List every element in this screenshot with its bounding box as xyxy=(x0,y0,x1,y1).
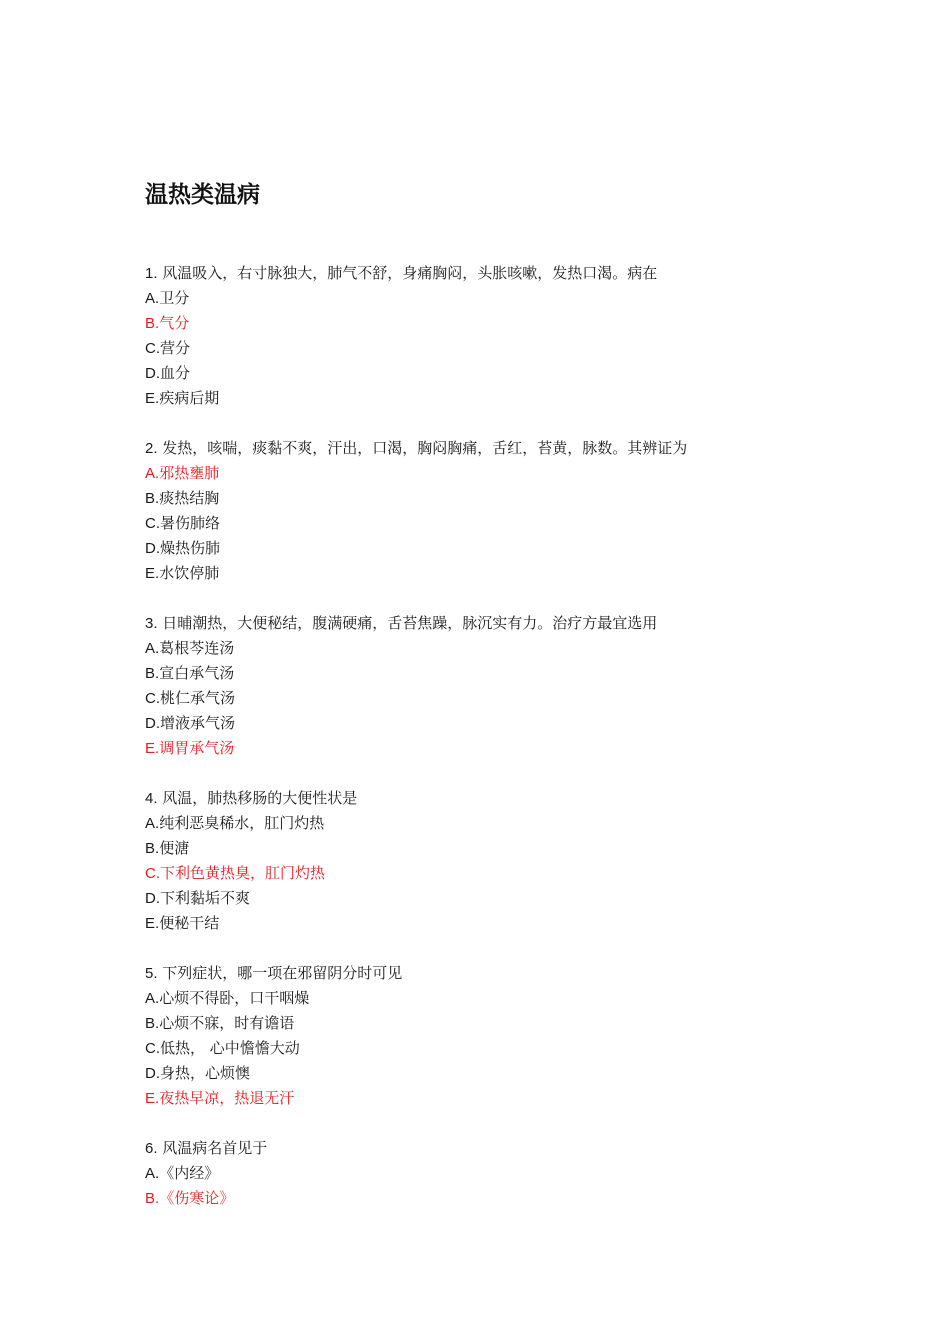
option-correct xyxy=(145,461,845,486)
question-stem xyxy=(145,786,845,811)
option-text: 《伤寒论》 xyxy=(159,1189,235,1207)
option-text: 调胃承气汤 xyxy=(159,739,235,757)
option xyxy=(145,711,845,736)
option-letter: D. xyxy=(145,715,160,732)
option-text: 便秘干结 xyxy=(159,914,220,932)
option-correct xyxy=(145,1186,845,1211)
option xyxy=(145,636,845,661)
question-number: 3. xyxy=(145,615,158,632)
question-text: 下列症状，哪一项在邪留阴分时可见 xyxy=(157,964,403,982)
option-letter: C. xyxy=(145,865,160,882)
option xyxy=(145,911,845,936)
option xyxy=(145,561,845,586)
option-correct xyxy=(145,311,845,336)
option-letter: E. xyxy=(145,1090,160,1107)
option-text: 便溏 xyxy=(159,839,190,857)
question-stem xyxy=(145,261,845,286)
page-title: 温热类温病 xyxy=(145,182,260,208)
option-letter: A. xyxy=(145,290,160,307)
option-letter: A. xyxy=(145,815,160,832)
option-text: 增液承气汤 xyxy=(160,714,236,732)
option-text: 葛根芩连汤 xyxy=(159,639,235,657)
question-stem xyxy=(145,1136,845,1161)
option-letter: A. xyxy=(145,1165,160,1182)
option-correct xyxy=(145,861,845,886)
option-letter: E. xyxy=(145,390,160,407)
option-text: 血分 xyxy=(160,364,191,382)
option xyxy=(145,1011,845,1036)
option-letter: A. xyxy=(145,640,160,657)
option xyxy=(145,511,845,536)
option-letter: C. xyxy=(145,340,160,357)
option-text: 低热， 心中憺憺大动 xyxy=(160,1039,300,1057)
option xyxy=(145,1036,845,1061)
option-text: 心烦不得卧，口干咽燥 xyxy=(159,989,310,1007)
question-stem xyxy=(145,436,845,461)
option-text: 心烦不寐，时有谵语 xyxy=(159,1014,295,1032)
option-letter: B. xyxy=(145,1015,160,1032)
option-letter: B. xyxy=(145,315,160,332)
question-item xyxy=(145,786,845,936)
option-text: 宣白承气汤 xyxy=(159,664,235,682)
option xyxy=(145,811,845,836)
question-text: 风温吸入，右寸脉独大，肺气不舒，身痛胸闷，头胀咳嗽，发热口渴。病在 xyxy=(157,264,658,282)
option xyxy=(145,386,845,411)
question-text: 日晡潮热，大便秘结，腹满硬痛，舌苔焦躁，脉沉实有力。治疗方最宜选用 xyxy=(157,614,658,632)
option-letter: B. xyxy=(145,1190,160,1207)
option-text: 营分 xyxy=(160,339,191,357)
option-text: 邪热壅肺 xyxy=(159,464,220,482)
option xyxy=(145,1161,845,1186)
option-text: 水饮停肺 xyxy=(159,564,220,582)
option-letter: E. xyxy=(145,565,160,582)
option-text: 燥热伤肺 xyxy=(160,539,221,557)
question-stem xyxy=(145,961,845,986)
option-letter: D. xyxy=(145,890,160,907)
option xyxy=(145,886,845,911)
question-item xyxy=(145,1136,845,1211)
question-stem xyxy=(145,611,845,636)
option-text: 气分 xyxy=(159,314,190,332)
option-letter: B. xyxy=(145,840,160,857)
option xyxy=(145,686,845,711)
option-text: 卫分 xyxy=(159,289,190,307)
question-number: 6. xyxy=(145,1140,158,1157)
option-letter: C. xyxy=(145,690,160,707)
option xyxy=(145,486,845,511)
question-text: 风温病名首见于 xyxy=(157,1139,268,1157)
question-item xyxy=(145,436,845,586)
question-item xyxy=(145,611,845,761)
option xyxy=(145,1061,845,1086)
option-letter: E. xyxy=(145,740,160,757)
question-item xyxy=(145,261,845,411)
option-text: 桃仁承气汤 xyxy=(160,689,236,707)
option-letter: E. xyxy=(145,915,160,932)
option-text: 下利黏垢不爽 xyxy=(160,889,251,907)
option-text: 暑伤肺络 xyxy=(160,514,221,532)
option xyxy=(145,286,845,311)
option-letter: D. xyxy=(145,540,160,557)
option-letter: C. xyxy=(145,515,160,532)
option xyxy=(145,536,845,561)
question-number: 1. xyxy=(145,265,158,282)
option-correct xyxy=(145,736,845,761)
option xyxy=(145,836,845,861)
option-text: 纯利恶臭稀水，肛门灼热 xyxy=(159,814,325,832)
question-number: 5. xyxy=(145,965,158,982)
option-letter: D. xyxy=(145,1065,160,1082)
option-letter: B. xyxy=(145,665,160,682)
option xyxy=(145,986,845,1011)
option xyxy=(145,661,845,686)
question-item xyxy=(145,961,845,1111)
question-list xyxy=(145,261,845,1236)
option-letter: A. xyxy=(145,990,160,1007)
option-text: 身热，心烦懊 xyxy=(160,1064,251,1082)
option xyxy=(145,336,845,361)
question-number: 2. xyxy=(145,440,158,457)
option-text: 疾病后期 xyxy=(159,389,220,407)
option-correct xyxy=(145,1086,845,1111)
option-letter: B. xyxy=(145,490,160,507)
option xyxy=(145,361,845,386)
option-text: 痰热结胸 xyxy=(159,489,220,507)
option-text: 下利色黄热臭，肛门灼热 xyxy=(160,864,326,882)
question-text: 发热，咳喘，痰黏不爽，汗出，口渴，胸闷胸痛，舌红，苔黄，脉数。其辨证为 xyxy=(157,439,688,457)
option-letter: D. xyxy=(145,365,160,382)
option-letter: C. xyxy=(145,1040,160,1057)
option-text: 《内经》 xyxy=(159,1164,220,1182)
option-text: 夜热早凉，热退无汗 xyxy=(159,1089,295,1107)
question-text: 风温，肺热移肠的大便性状是 xyxy=(157,789,358,807)
question-number: 4. xyxy=(145,790,158,807)
option-letter: A. xyxy=(145,465,160,482)
